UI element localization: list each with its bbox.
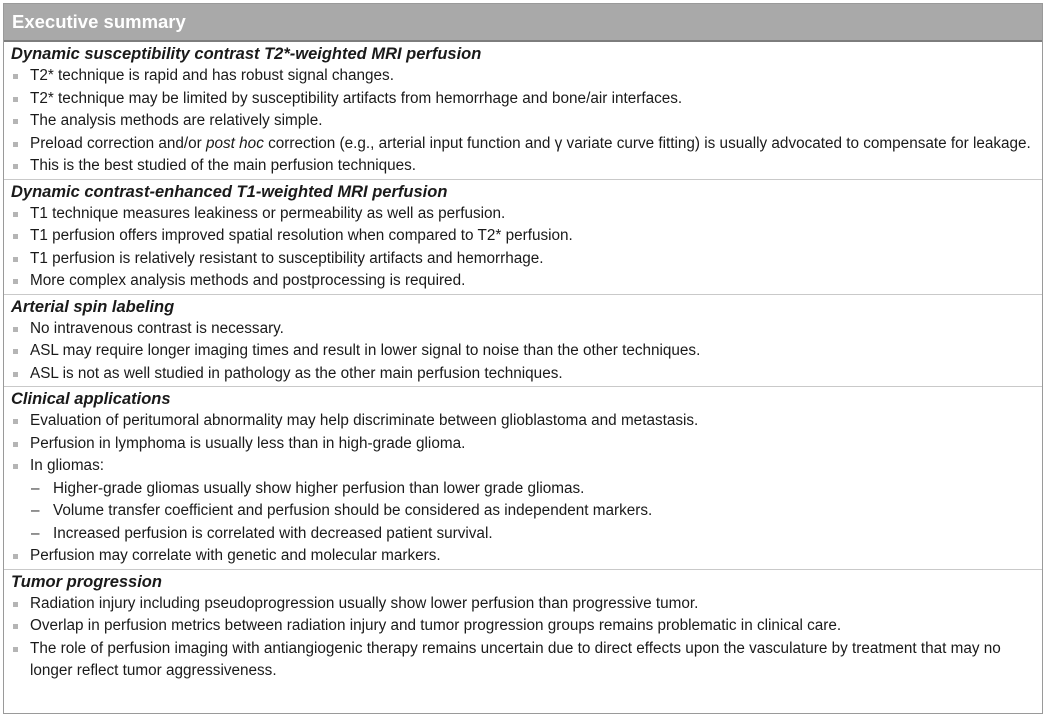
section-heading: Tumor progression xyxy=(11,572,162,591)
list-item: T1 perfusion offers improved spatial resolution when compared to T2* perfusion. xyxy=(11,225,1032,248)
list-item: The analysis methods are relatively simple. xyxy=(11,110,1032,133)
sub-list-item: – Higher-grade gliomas usually show higher perfusion than lower grade gliomas. xyxy=(11,478,1032,501)
section-tumor-progression xyxy=(4,569,1042,684)
sub-list-item: – Volume transfer coefficient and perfusion should be considered as independent markers. xyxy=(11,500,1032,523)
sub-list-item: – Increased perfusion is correlated with decreased patient survival. xyxy=(11,523,1032,546)
bullet-list xyxy=(11,410,1032,568)
list-item: T1 perfusion is relatively resistant to susceptibility artifacts and hemorrhage. xyxy=(11,248,1032,271)
list-item: Perfusion may correlate with genetic and molecular markers. xyxy=(11,545,1032,568)
bullet-list xyxy=(11,318,1032,386)
list-item: T2* technique may be limited by susceptibility artifacts from hemorrhage and bone/air interfaces. xyxy=(11,88,1032,111)
list-item: The role of perfusion imaging with antiangiogenic therapy remains uncertain due to direct effects upon the vasculature by treatment that may no longer reflect tumor aggressiveness. xyxy=(11,638,1032,683)
list-item: More complex analysis methods and postprocessing is required. xyxy=(11,270,1032,293)
list-item: Evaluation of peritumoral abnormality may help discriminate between glioblastoma and metastasis. xyxy=(11,410,1032,433)
section-heading: Arterial spin labeling xyxy=(11,297,175,316)
bullet-list xyxy=(11,593,1032,683)
section-heading: Dynamic contrast-enhanced T1-weighted MRI perfusion xyxy=(11,182,448,201)
list-item: Radiation injury including pseudoprogression usually show lower perfusion than progressive tumor. xyxy=(11,593,1032,616)
list-item: ASL is not as well studied in pathology as the other main perfusion techniques. xyxy=(11,363,1032,386)
list-item: No intravenous contrast is necessary. xyxy=(11,318,1032,341)
list-item: T2* technique is rapid and has robust signal changes. xyxy=(11,65,1032,88)
list-item: This is the best studied of the main perfusion techniques. xyxy=(11,155,1032,178)
section-clinical-applications xyxy=(4,386,1042,569)
summary-title: Executive summary xyxy=(4,4,1042,42)
section-heading: Dynamic susceptibility contrast T2*-weighted MRI perfusion xyxy=(11,45,482,63)
section-heading: Clinical applications xyxy=(11,390,171,408)
list-item: ASL may require longer imaging times and result in lower signal to noise than the other techniques. xyxy=(11,340,1032,363)
list-item-emphasis: post hoc xyxy=(206,134,264,152)
bullet-list xyxy=(11,65,1032,178)
list-item: Perfusion in lymphoma is usually less than in high-grade glioma. xyxy=(11,433,1032,456)
list-item xyxy=(11,133,1032,156)
list-item-text: correction (e.g., arterial input function and γ variate curve fitting) is usually advocated to compensate for leakage. xyxy=(263,134,1031,152)
list-item: T1 technique measures leakiness or permeability as well as perfusion. xyxy=(11,203,1032,226)
section-dsc-perfusion xyxy=(4,42,1042,179)
executive-summary-box xyxy=(3,3,1043,714)
list-item: Overlap in perfusion metrics between radiation injury and tumor progression groups remains problematic in clinical care. xyxy=(11,615,1032,638)
bullet-list xyxy=(11,203,1032,293)
list-item-text: In gliomas: xyxy=(30,457,104,474)
section-dce-perfusion xyxy=(4,179,1042,294)
list-item xyxy=(11,455,1032,478)
list-item-text: Preload correction and/or xyxy=(30,134,207,152)
section-arterial-spin-labeling xyxy=(4,294,1042,387)
